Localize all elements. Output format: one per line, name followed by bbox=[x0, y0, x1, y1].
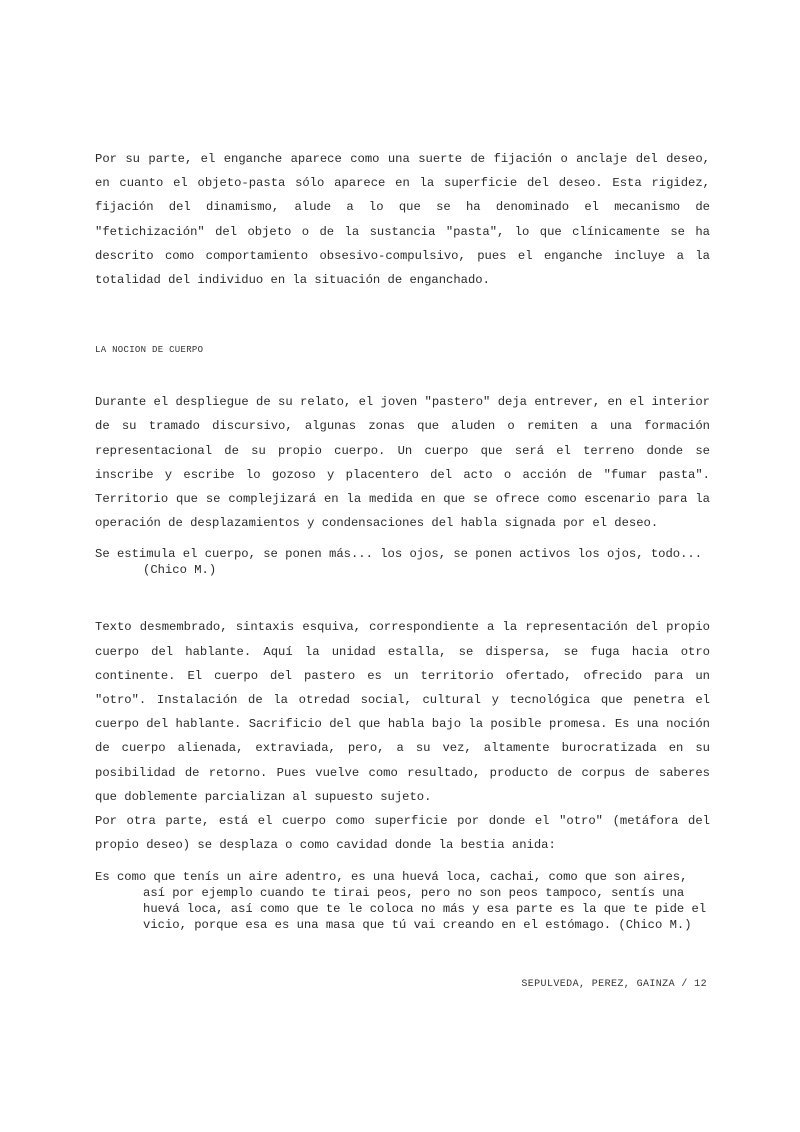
paragraph-otra-parte: Por otra parte, está el cuerpo como superficie por donde el "otro" (metáfora del propio deseo) se desplaza o como cavidad donde la bestia anida: bbox=[95, 814, 710, 853]
section-heading: LA NOCION DE CUERPO bbox=[95, 345, 204, 356]
paragraph-texto-desmembrado: Texto desmembrado, sintaxis esquiva, correspondiente a la representación del propio cuerpo del hablante. Aquí la unidad estalla, se dispersa, se fuga hacia otro continente. El cuerpo del pastero es un territorio ofertado, ofrecido para un "otro". Instalación de la otredad social, cultural y tecnológica que penetra el cuerpo del hablante. Sacrificio del que habla bajo la posible promesa. Es una noción de cuerpo alienada, extraviada, pero, a su vez, altamente burocratizada en su posibilidad de retorno. Pues vuelve como resultado, producto de corpus de saberes que doblemente parcializan al supuesto sujeto. bbox=[95, 620, 710, 804]
interview-quote-2: Es como que tenís un aire adentro, es una huevá loca, cachai, como que son aires, así por ejemplo cuando te tirai peos, pero no son peos tampoco, sentís una huevá loca, así como que te le coloca no más y esa parte es la que te pide el vicio, porque esa es una masa que tú vai creando en el estómago. (Chico M.) bbox=[95, 870, 707, 933]
interview-quote-1: Se estimula el cuerpo, se ponen más... los ojos, se ponen activos los ojos, todo... (Chico M.) bbox=[95, 547, 703, 578]
paragraph-enganche: Por su parte, el enganche aparece como una suerte de fijación o anclaje del deseo, en cuanto el objeto-pasta sólo aparece en la superficie del deseo. Esta rigidez, fijación del dinamismo, alude a lo que se ha denominado el mecanismo de "fetichización" del objeto o de la sustancia "pasta", lo que clínicamente se ha descrito como comportamiento obsesivo-compulsivo, pues el enganche incluye a la totalidad del individuo en la situación de enganchado. bbox=[95, 152, 710, 288]
paragraph-despliegue: Durante el despliegue de su relato, el joven "pastero" deja entrever, en el interior de su tramado discursivo, algunas zonas que aluden o remiten a una formación representacional de su propio cuerpo. Un cuerpo que será el terreno donde se inscribe y escribe lo gozoso y placentero del acto o acción de "fumar pasta". Territorio que se complejizará en la medida en que se ofrece como escenario para la operación de desplazamientos y condensaciones del habla signada por el deseo. bbox=[95, 395, 710, 531]
running-footer: SEPULVEDA, PEREZ, GAINZA / 12 bbox=[521, 979, 707, 990]
document-body bbox=[95, 147, 710, 933]
